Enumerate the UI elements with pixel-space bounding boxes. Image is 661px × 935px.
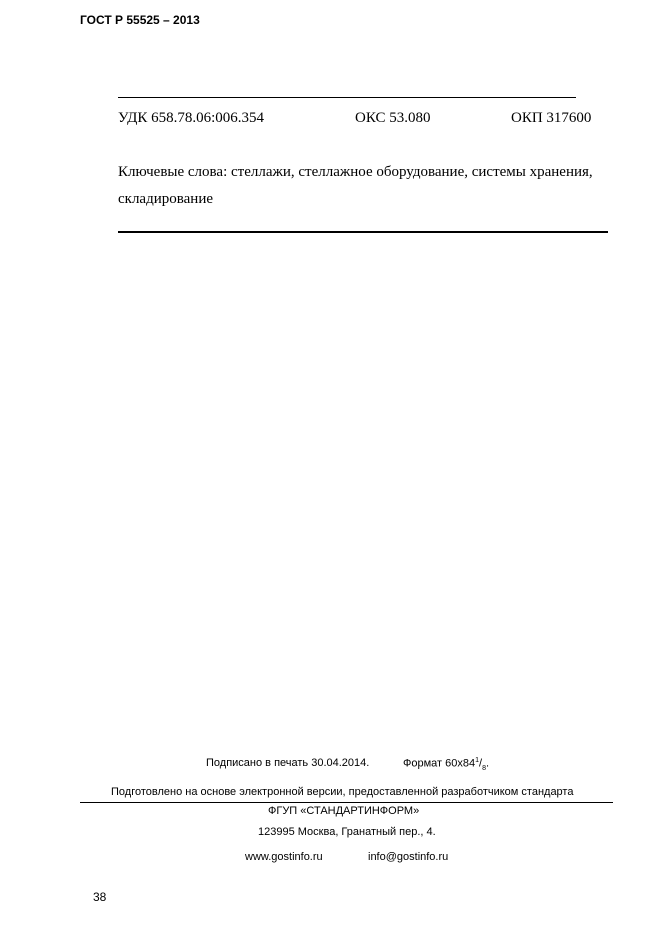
print-format-numerator: 1: [475, 757, 480, 764]
oks-code: ОКС 53.080: [355, 110, 431, 126]
keywords-line-1: Ключевые слова: стеллажи, стеллажное оборудование, системы хранения,: [118, 164, 593, 180]
publisher-address: 123995 Москва, Гранатный пер., 4.: [258, 826, 436, 838]
publisher-email: info@gostinfo.ru: [368, 851, 449, 863]
top-divider: [118, 97, 576, 98]
publisher-website: www.gostinfo.ru: [245, 851, 323, 863]
keywords-divider: [118, 231, 608, 233]
print-format-end: .: [485, 757, 490, 770]
prepared-note: Подготовлено на основе электронной версии, предоставленной разработчиком стандарта: [111, 786, 574, 798]
udk-code: УДК 658.78.06:006.354: [118, 110, 265, 126]
signed-date: Подписано в печать 30.04.2014.: [206, 757, 370, 769]
page-number: 38: [93, 890, 107, 904]
print-format-label: Формат 60x84: [403, 757, 476, 770]
keywords-line-2: складирование: [118, 191, 214, 207]
imprint-divider: [80, 802, 613, 803]
document-header: ГОСТ Р 55525 – 2013: [80, 13, 200, 27]
publisher-name: ФГУП «СТАНДАРТИНФОРМ»: [268, 805, 420, 817]
okp-code: ОКП 317600: [511, 110, 592, 126]
print-format-denominator: 8: [482, 764, 486, 772]
print-format: Формат $60x84^1/_8$.: [403, 757, 490, 772]
